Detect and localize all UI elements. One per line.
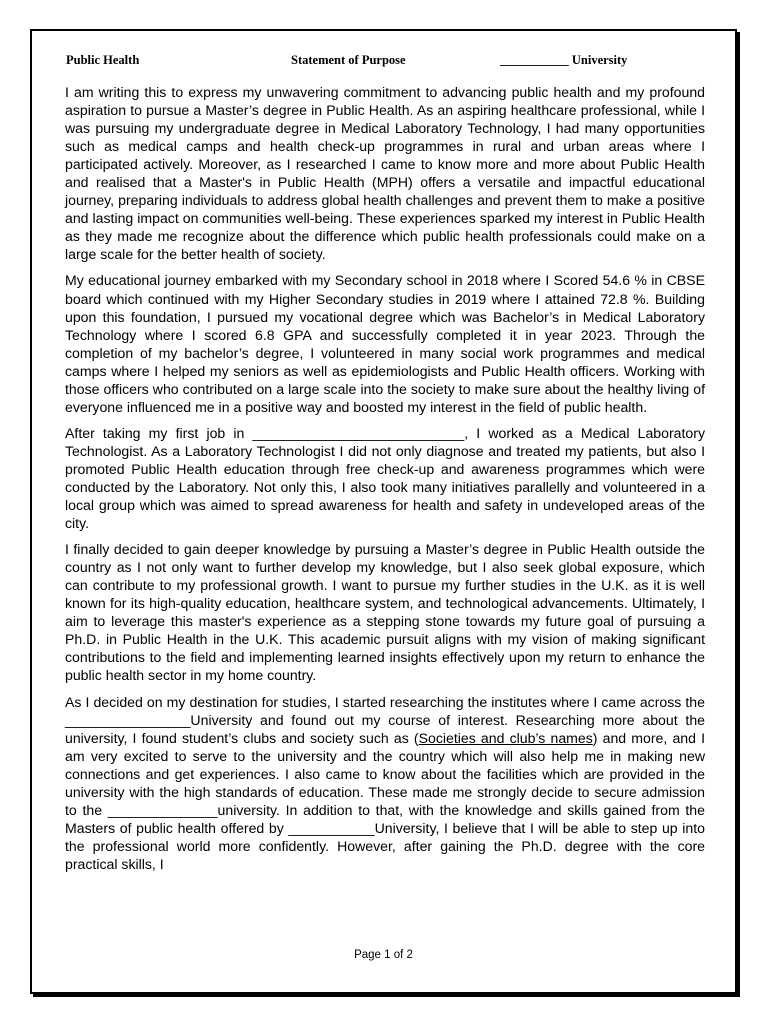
societies-placeholder: Societies and club’s names [418,729,593,746]
p5-text-e: University, I believe that I will be able to step up into the professional world more confidently. However, after gaining the Ph.D. degree with the core practical skills, I [65,819,705,872]
p3-text-b: , I worked as a Medical Laboratory Technologist. As a Laboratory Technologist I did not only diagnose and treated my patients, but also I promoted Public Health education through free check-up and awareness programmes which were conducted by the Laboratory. Not only this, I also took many initiatives parallelly and volunteered in a local group which was aimed to spread awareness for health and safety in undeveloped areas of the city. [65,424,706,532]
p5-text-b: University and found out my course of interest. Researching more about the university, I found student’s clubs and society such as ( [65,711,705,746]
document-header [66,53,701,71]
paragraph-university-choice [65,693,705,873]
p3-text-a: After taking my first job in [65,424,245,441]
paragraph-introduction: I am writing this to express my unwavering commitment to advancing public health and my profound aspiration to pursue a Master’s degree in Public Health. As an aspiring healthcare professional, while I was pursuing my undergraduate degree in Medical Laboratory Technology, I had many opportunities such as medical camps and health check-up programmes in rural and urban areas where I participated actively. Moreover, as I researched I came to know more and more about Public Health and realised that a Master's in Public Health (MPH) offers a versatile and impactful educational journey, preparing individuals to address global health challenges and prevent them to make a positive and lasting impact on communities well-being. These experiences sparked my interest in Public Health as they made me recognize about the difference which public health professionals could make on a large scale for the better health of society. [65,84,705,263]
header-university: ___________ University [500,53,628,67]
university-blank-2: ______________ [107,801,218,818]
header-title: Statement of Purpose [291,53,406,67]
paragraph-goals: I finally decided to gain deeper knowledge by pursuing a Master’s degree in Public Health outside the country as I not only want to further develop my knowledge, but I also seek global exposure, which can contribute to my professional growth. I want to pursue my further studies in the U.K. as it is well known for its high-quality education, healthcare system, and technological advancements. Ultimately, I aim to leverage this master's experience as a stepping stone towards my future goal of pursuing a Ph.D. in Public Health in the U.K. This academic pursuit aligns with my vision of making significant contributions to the field and implementing learned insights effectively upon my return to enhance the public health sector in my home country. [65,541,705,684]
p5-text-a: As I decided on my destination for studies, I started researching the institutes where I came across the [65,693,705,710]
paragraph-work-experience [65,424,705,532]
p5-text-d: university. In addition to that, with the knowledge and skills gained from the Masters of public health offered by [65,801,705,836]
paragraph-education: My educational journey embarked with my Secondary school in 2018 where I Scored 54.6 % in CBSE board which continued with my Higher Secondary studies in 2019 where I attained 72.8 %. Building upon this foundation, I pursued my vocational degree which was Bachelor’s in Medical Laboratory Technology where I scored 6.8 GPA and successfully completed it in year 2023. Through the completion of my bachelor’s degree, I volunteered in many social work programmes and medical camps where I helped my seniors as well as epidemiologists and Public Health officers. Working with those officers who contributed on a large scale into the society to make sure about the healthy living of everyone influenced me in a positive way and boosted my interest in the field of public health. [65,272,705,415]
page-border [30,29,737,994]
university-blank-1: ________________ [65,711,191,728]
document-body [65,83,705,881]
page-number: Page 1 of 2 [354,949,413,961]
employer-blank: ___________________________ [252,424,465,441]
header-subject: Public Health [66,53,140,67]
p5-text-c: ) and more, and I am very excited to serve to the university and the country which will also help me in making new connections and get experiences. I also came to know about the facilities which are provided in the university with the high standards of education. These made me strongly decide to secure admission to the [65,729,706,818]
university-blank-3: ___________ [288,819,375,836]
